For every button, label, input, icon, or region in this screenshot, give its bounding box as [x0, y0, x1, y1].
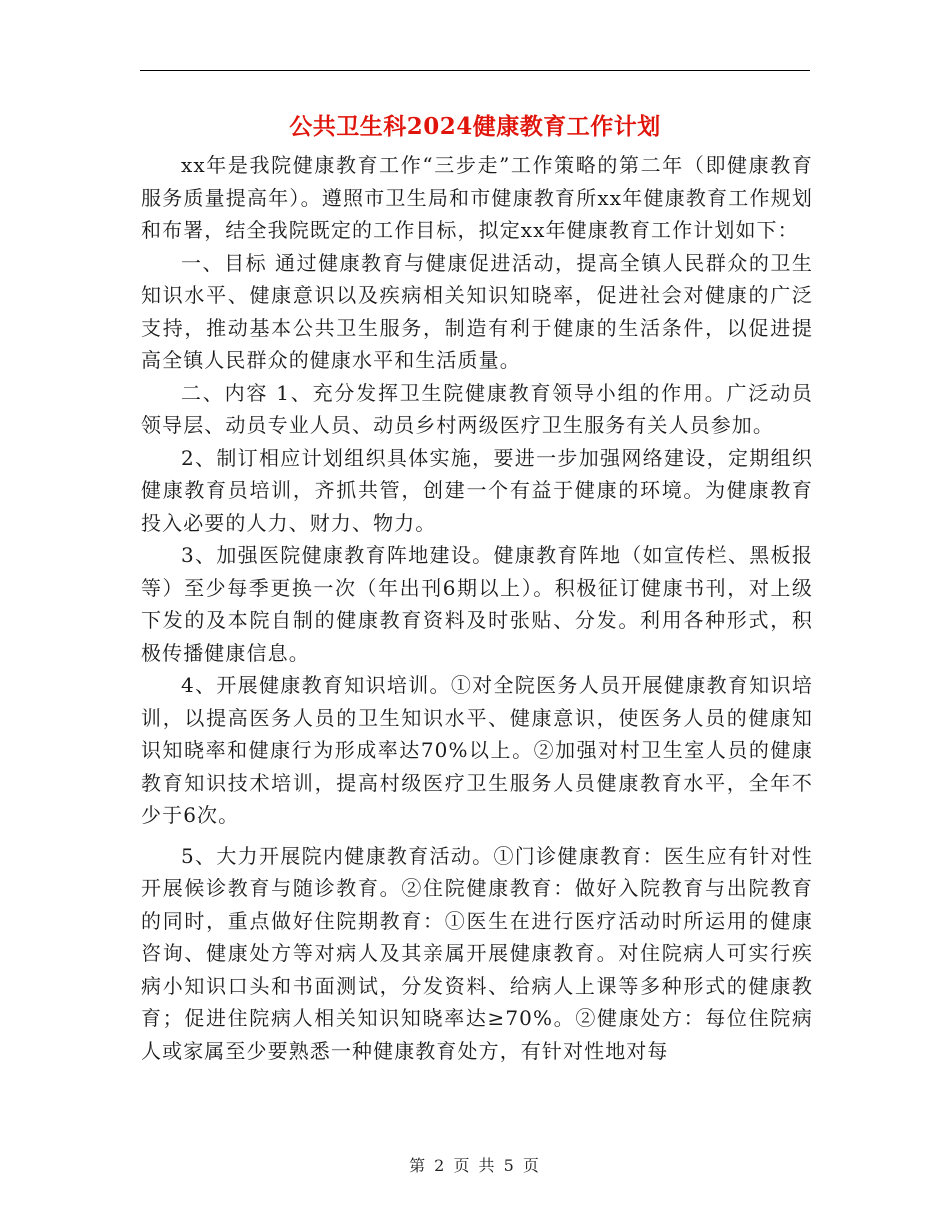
- document-body: [141, 149, 813, 1067]
- paragraph-intro: xx年是我院健康教育工作“三步走”工作策略的第二年（即健康教育服务质量提高年）。遵照市卫生局和市健康教育所xx年健康教育工作规划和布署，结全我院既定的工作目标，拟定xx年健康教育工作计划如下：: [141, 153, 813, 242]
- paragraph-goal: 一、目标 通过健康教育与健康促进活动，提高全镇人民群众的卫生知识水平、健康意识以及疾病相关知识知晓率，促进社会对健康的广泛支持，推动基本公共卫生服务，制造有利于健康的生活条件，以促进提高全镇人民群众的健康水平和生活质量。: [141, 250, 813, 372]
- header-rule: [140, 70, 810, 71]
- paragraph-content-2: 2、制订相应计划组织具体实施，要进一步加强网络建设，定期组织健康教育员培训，齐抓共管，创建一个有益于健康的环境。为健康教育投入必要的人力、财力、物力。: [141, 445, 813, 535]
- paragraph-content-5: 5、大力开展院内健康教育活动。①门诊健康教育：医生应有针对性开展候诊教育与随诊教育。②住院健康教育：做好入院教育与出院教育的同时，重点做好住院期教育：①医生在进行医疗活动时所运用的健康咨询、健康处方等对病人及其亲属开展健康教育。对住院病人可实行疾病小知识口头和书面测试，分发资料、给病人上课等多种形式的健康教育；促进住院病人相关知识知晓率达≥70%。②健康处方：每位住院病人或家属至少要熟悉一种健康教育处方，有针对性地对每: [141, 843, 813, 1063]
- paragraph-content-1: 二、内容 1、充分发挥卫生院健康教育领导小组的作用。广泛动员领导层、动员专业人员、动员乡村两级医疗卫生服务有关人员参加。: [141, 380, 813, 437]
- document-title: 公共卫生科2024健康教育工作计划: [289, 113, 661, 140]
- paragraph-content-3: 3、加强医院健康教育阵地建设。健康教育阵地（如宣传栏、黑板报等）至少每季更换一次（年出刊6期以上）。积极征订健康书刊，对上级下发的及本院自制的健康教育资料及时张贴、分发。利用各种形式，积极传播健康信息。: [141, 543, 813, 665]
- page-number: 第 2 页 共 5 页: [409, 1156, 541, 1175]
- paragraph-content-4: 4、开展健康教育知识培训。①对全院医务人员开展健康教育知识培训，以提高医务人员的卫生知识水平、健康意识，使医务人员的健康知识知晓率和健康行为形成率达70%以上。②加强对村卫生室人员的健康教育知识技术培训，提高村级医疗卫生服务人员健康教育水平，全年不少于6次。: [141, 673, 813, 827]
